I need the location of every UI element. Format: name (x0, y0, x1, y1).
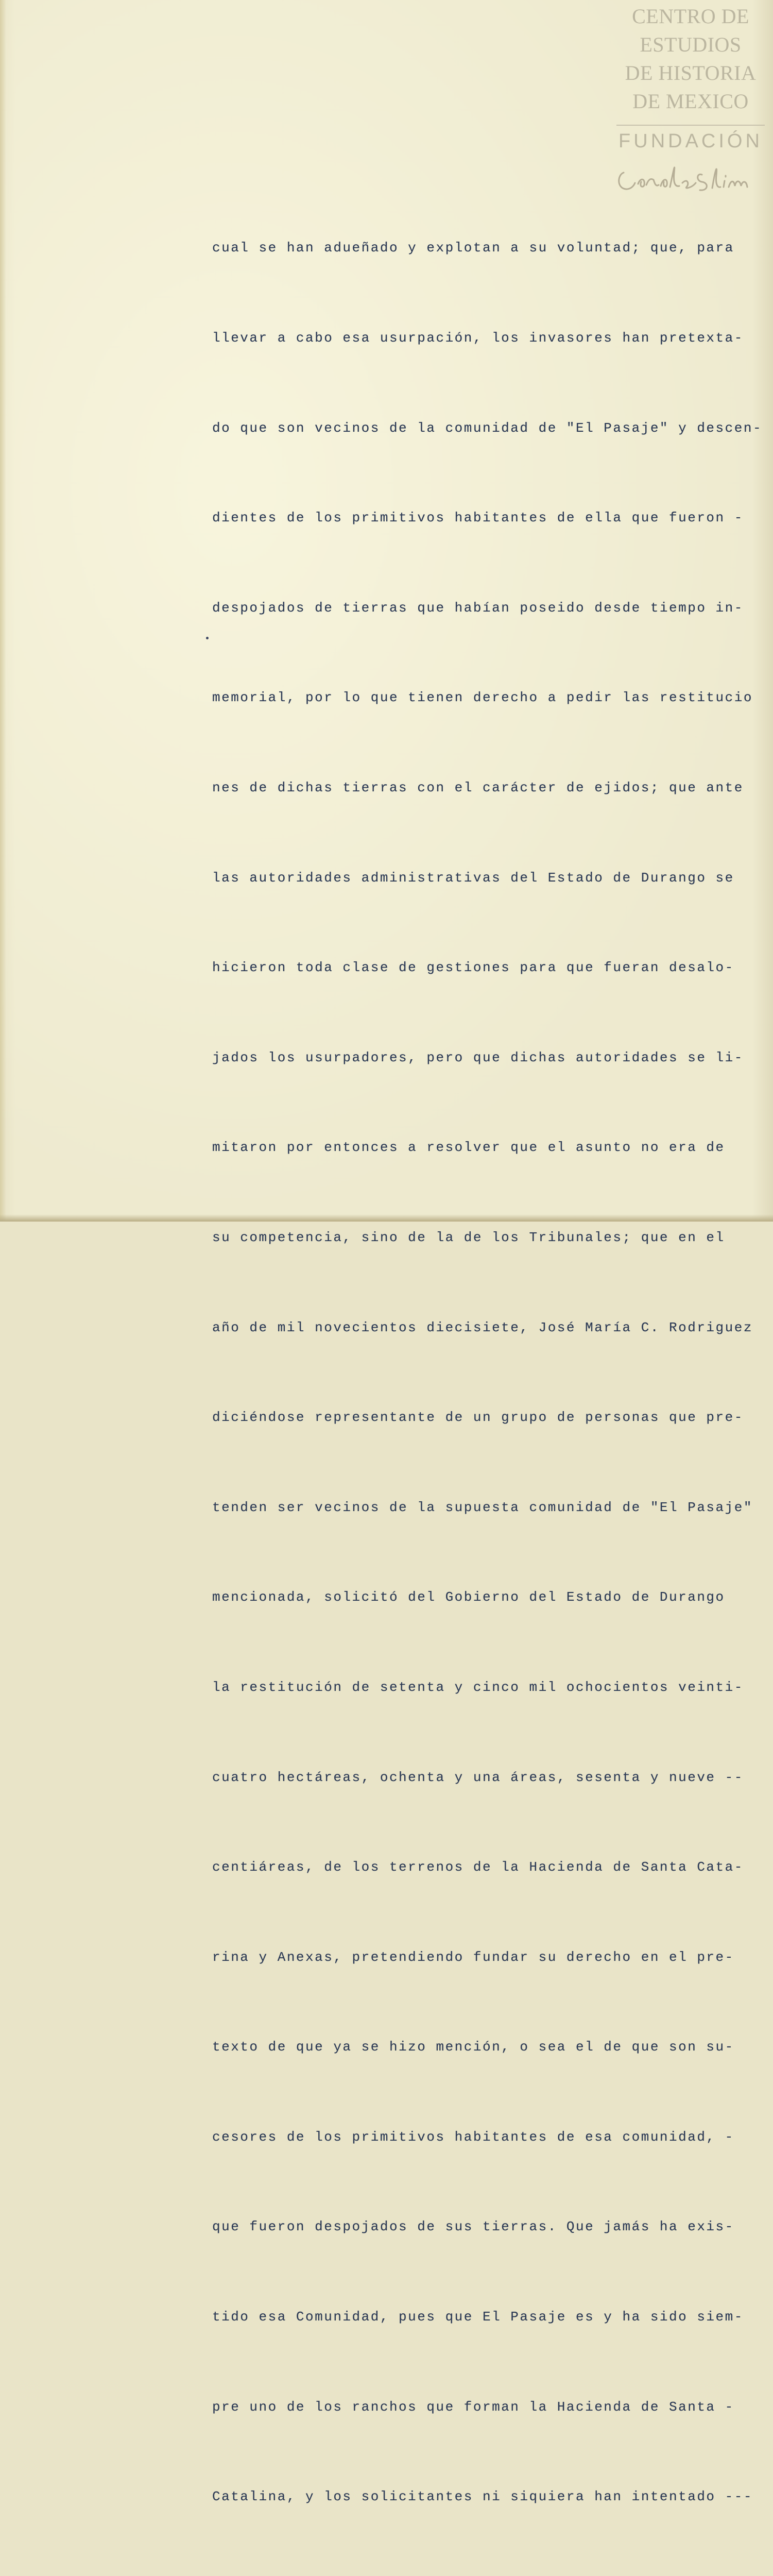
watermark-divider (616, 125, 765, 126)
watermark-line-1: CENTRO DE (632, 5, 749, 28)
text-line: nes de dichas tierras con el carácter de ejidos; que ante (212, 779, 744, 795)
text-line: Catalina, y los solicitantes ni siquiera han intentado --- (212, 2489, 753, 2505)
text-line: rina y Anexas, pretendiendo fundar su derecho en el pre- (212, 1949, 734, 1965)
page-left-edge (0, 0, 6, 1222)
text-line (212, 2572, 748, 2576)
text-line: jados los usurpadores, pero que dichas autoridades se li- (212, 1049, 744, 1065)
text-line: diciéndose representante de un grupo de personas que pre- (212, 1410, 744, 1426)
margin-mark (206, 637, 209, 639)
text-line: centiáreas, de los terrenos de la Hacienda de Santa Cata- (212, 1859, 744, 1875)
text-line: despojados de tierras que habían poseido desde tiempo in- (212, 600, 744, 616)
text-line: mencionada, solicitó del Gobierno del Estado de Durango (212, 1589, 725, 1605)
text-line: que fueron despojados de sus tierras. Que jamás ha exis- (212, 2219, 734, 2235)
text-line: cesores de los primitivos habitantes de esa comunidad, - (212, 2129, 734, 2145)
archive-watermark (613, 2, 768, 152)
text-line: cuatro hectáreas, ochenta y una áreas, sesenta y nueve -- (212, 1769, 744, 1785)
text-line: año de mil novecientos diecisiete, José María C. Rodriguez (212, 1319, 753, 1335)
text-line: texto de que ya se hizo mención, o sea el de que son su- (212, 2039, 734, 2055)
text-line: llevar a cabo esa usurpación, los invasores han pretexta- (212, 330, 744, 346)
text-line: las autoridades administrativas del Estado de Durango se (212, 870, 734, 886)
text-line: su competencia, sino de la de los Tribunales; que en el (212, 1229, 725, 1245)
text-line: cual se han adueñado y explotan a su voluntad; que, para (212, 240, 734, 256)
watermark-line-4: DE MEXICO (632, 90, 749, 113)
text-line: hicieron toda clase de gestiones para que fueran desalo- (212, 960, 734, 976)
text-line: tenden ser vecinos de la supuesta comunidad de "El Pasaje" (212, 1499, 753, 1515)
watermark-line-5: FUNDACIÓN (619, 130, 763, 152)
text-line: memorial, por lo que tienen derecho a pedir las restitucio (212, 690, 753, 706)
watermark-line-3: DE HISTORIA (625, 61, 757, 84)
text-line: do que son vecinos de la comunidad de "El Pasaje" y descen- (212, 420, 763, 436)
text-line: pre uno de los ranchos que forman la Hacienda de Santa - (212, 2399, 734, 2415)
typewritten-body (212, 173, 763, 2576)
text-line: la restitución de setenta y cinco mil ochocientos veinti- (212, 1679, 744, 1695)
text-line: tido esa Comunidad, pues que El Pasaje es y ha sido siem- (212, 2309, 744, 2325)
text-line: mitaron por entonces a resolver que el asunto no era de (212, 1140, 725, 1156)
text-line: dientes de los primitivos habitantes de ella que fueron - (212, 510, 744, 526)
watermark-line-2: ESTUDIOS (640, 33, 742, 56)
